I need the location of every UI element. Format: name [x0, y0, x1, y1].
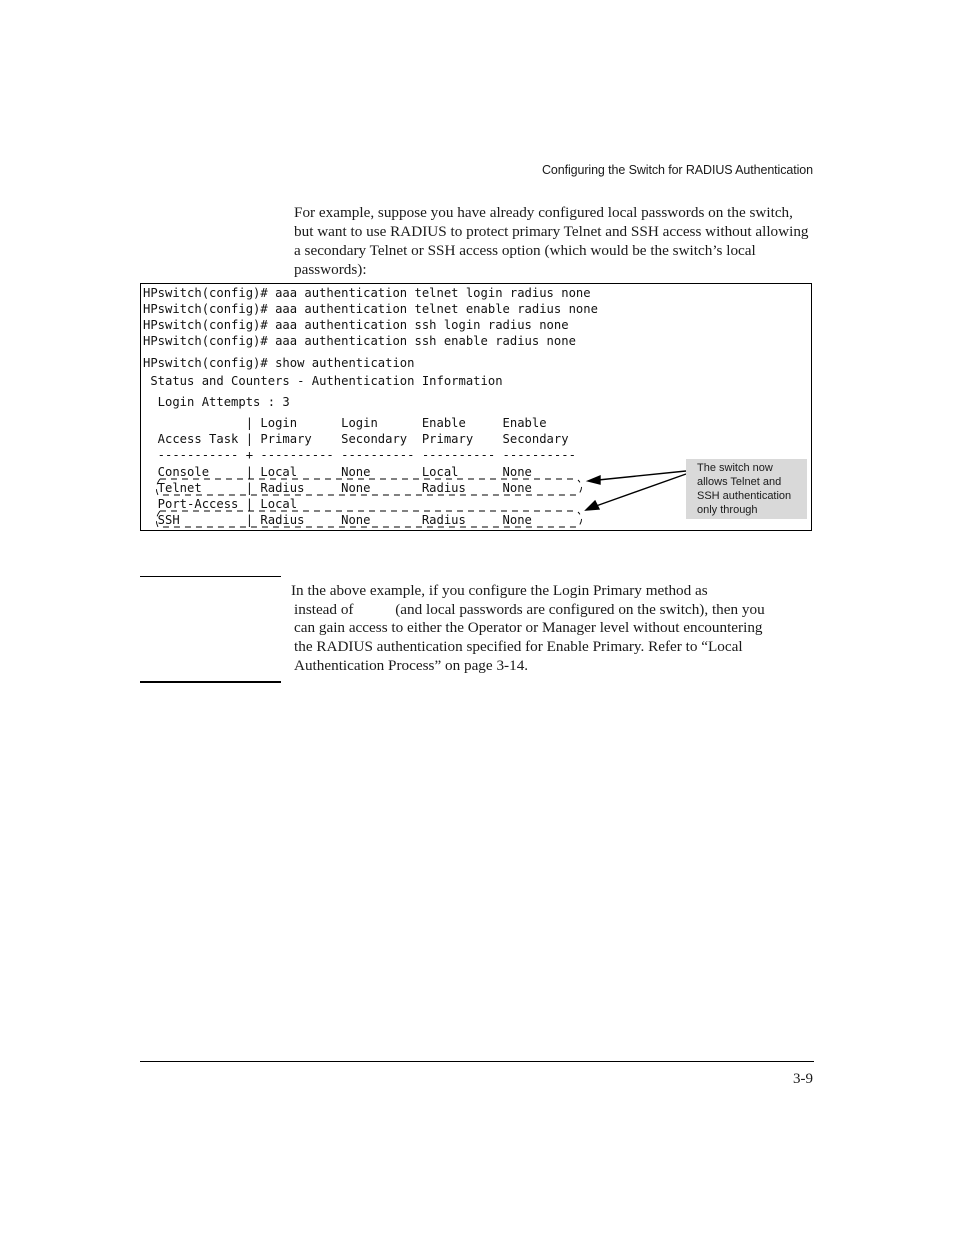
note-line-2: instead of (and local passwords are configured on the switch), then you	[294, 600, 765, 618]
footer-rule	[140, 1061, 814, 1062]
command-4: HPswitch(config)# aaa authentication ssh enable radius none	[143, 334, 576, 348]
callout-line-4: only through	[697, 504, 758, 516]
note-line-1: In the above example, if you configure the Login Primary method as	[291, 582, 708, 599]
table-row-port-access: Port-Access | Local	[143, 497, 298, 511]
table-separator: ----------- + ---------- ---------- ---------- ----------	[143, 448, 576, 462]
note-line-3: can gain access to either the Operator or Manager level without encountering	[294, 619, 763, 637]
table-row-ssh: SSH | Radius None Radius None	[143, 513, 532, 527]
note-paragraph	[291, 582, 817, 676]
command-1: HPswitch(config)# aaa authentication telnet login radius none	[143, 286, 591, 300]
note-line-4: the RADIUS authentication specified for Enable Primary. Refer to “Local	[294, 638, 743, 656]
table-row-console: Console | Local None Local None	[143, 465, 532, 479]
status-title: Status and Counters - Authentication Information	[143, 374, 503, 388]
note-line-5: Authentication Process” on page 3-14.	[294, 656, 529, 674]
telnet-row-outline	[156, 479, 581, 495]
callout-line-1: The switch now	[697, 462, 773, 474]
callout-line-2: allows Telnet and	[697, 476, 782, 488]
page-number: 3-9	[793, 1071, 813, 1087]
callout-box	[686, 459, 807, 519]
table-header-row-2: Access Task | Primary Secondary Primary Secondary	[143, 432, 569, 446]
table-row-telnet: Telnet | Radius None Radius None	[143, 481, 532, 495]
command-2: HPswitch(config)# aaa authentication telnet enable radius none	[143, 302, 598, 316]
show-command: HPswitch(config)# show authentication	[143, 356, 415, 370]
command-3: HPswitch(config)# aaa authentication ssh login radius none	[143, 318, 569, 332]
note-top-rule	[140, 576, 281, 577]
table-header-row-1: | Login Login Enable Enable	[143, 416, 547, 430]
intro-paragraph: For example, suppose you have already configured local passwords on the switch, but want to use RADIUS to protect primary Telnet and SSH access without allowing a secondary Telnet or SSH access option (which would be the switch’s local passwords):	[294, 204, 809, 278]
login-attempts: Login Attempts : 3	[143, 395, 290, 409]
running-head: Configuring the Switch for RADIUS Authentication	[541, 163, 813, 177]
callout-line-3: SSH authentication	[697, 490, 792, 502]
ssh-row-outline	[156, 511, 581, 527]
note-bottom-rule	[140, 681, 281, 683]
